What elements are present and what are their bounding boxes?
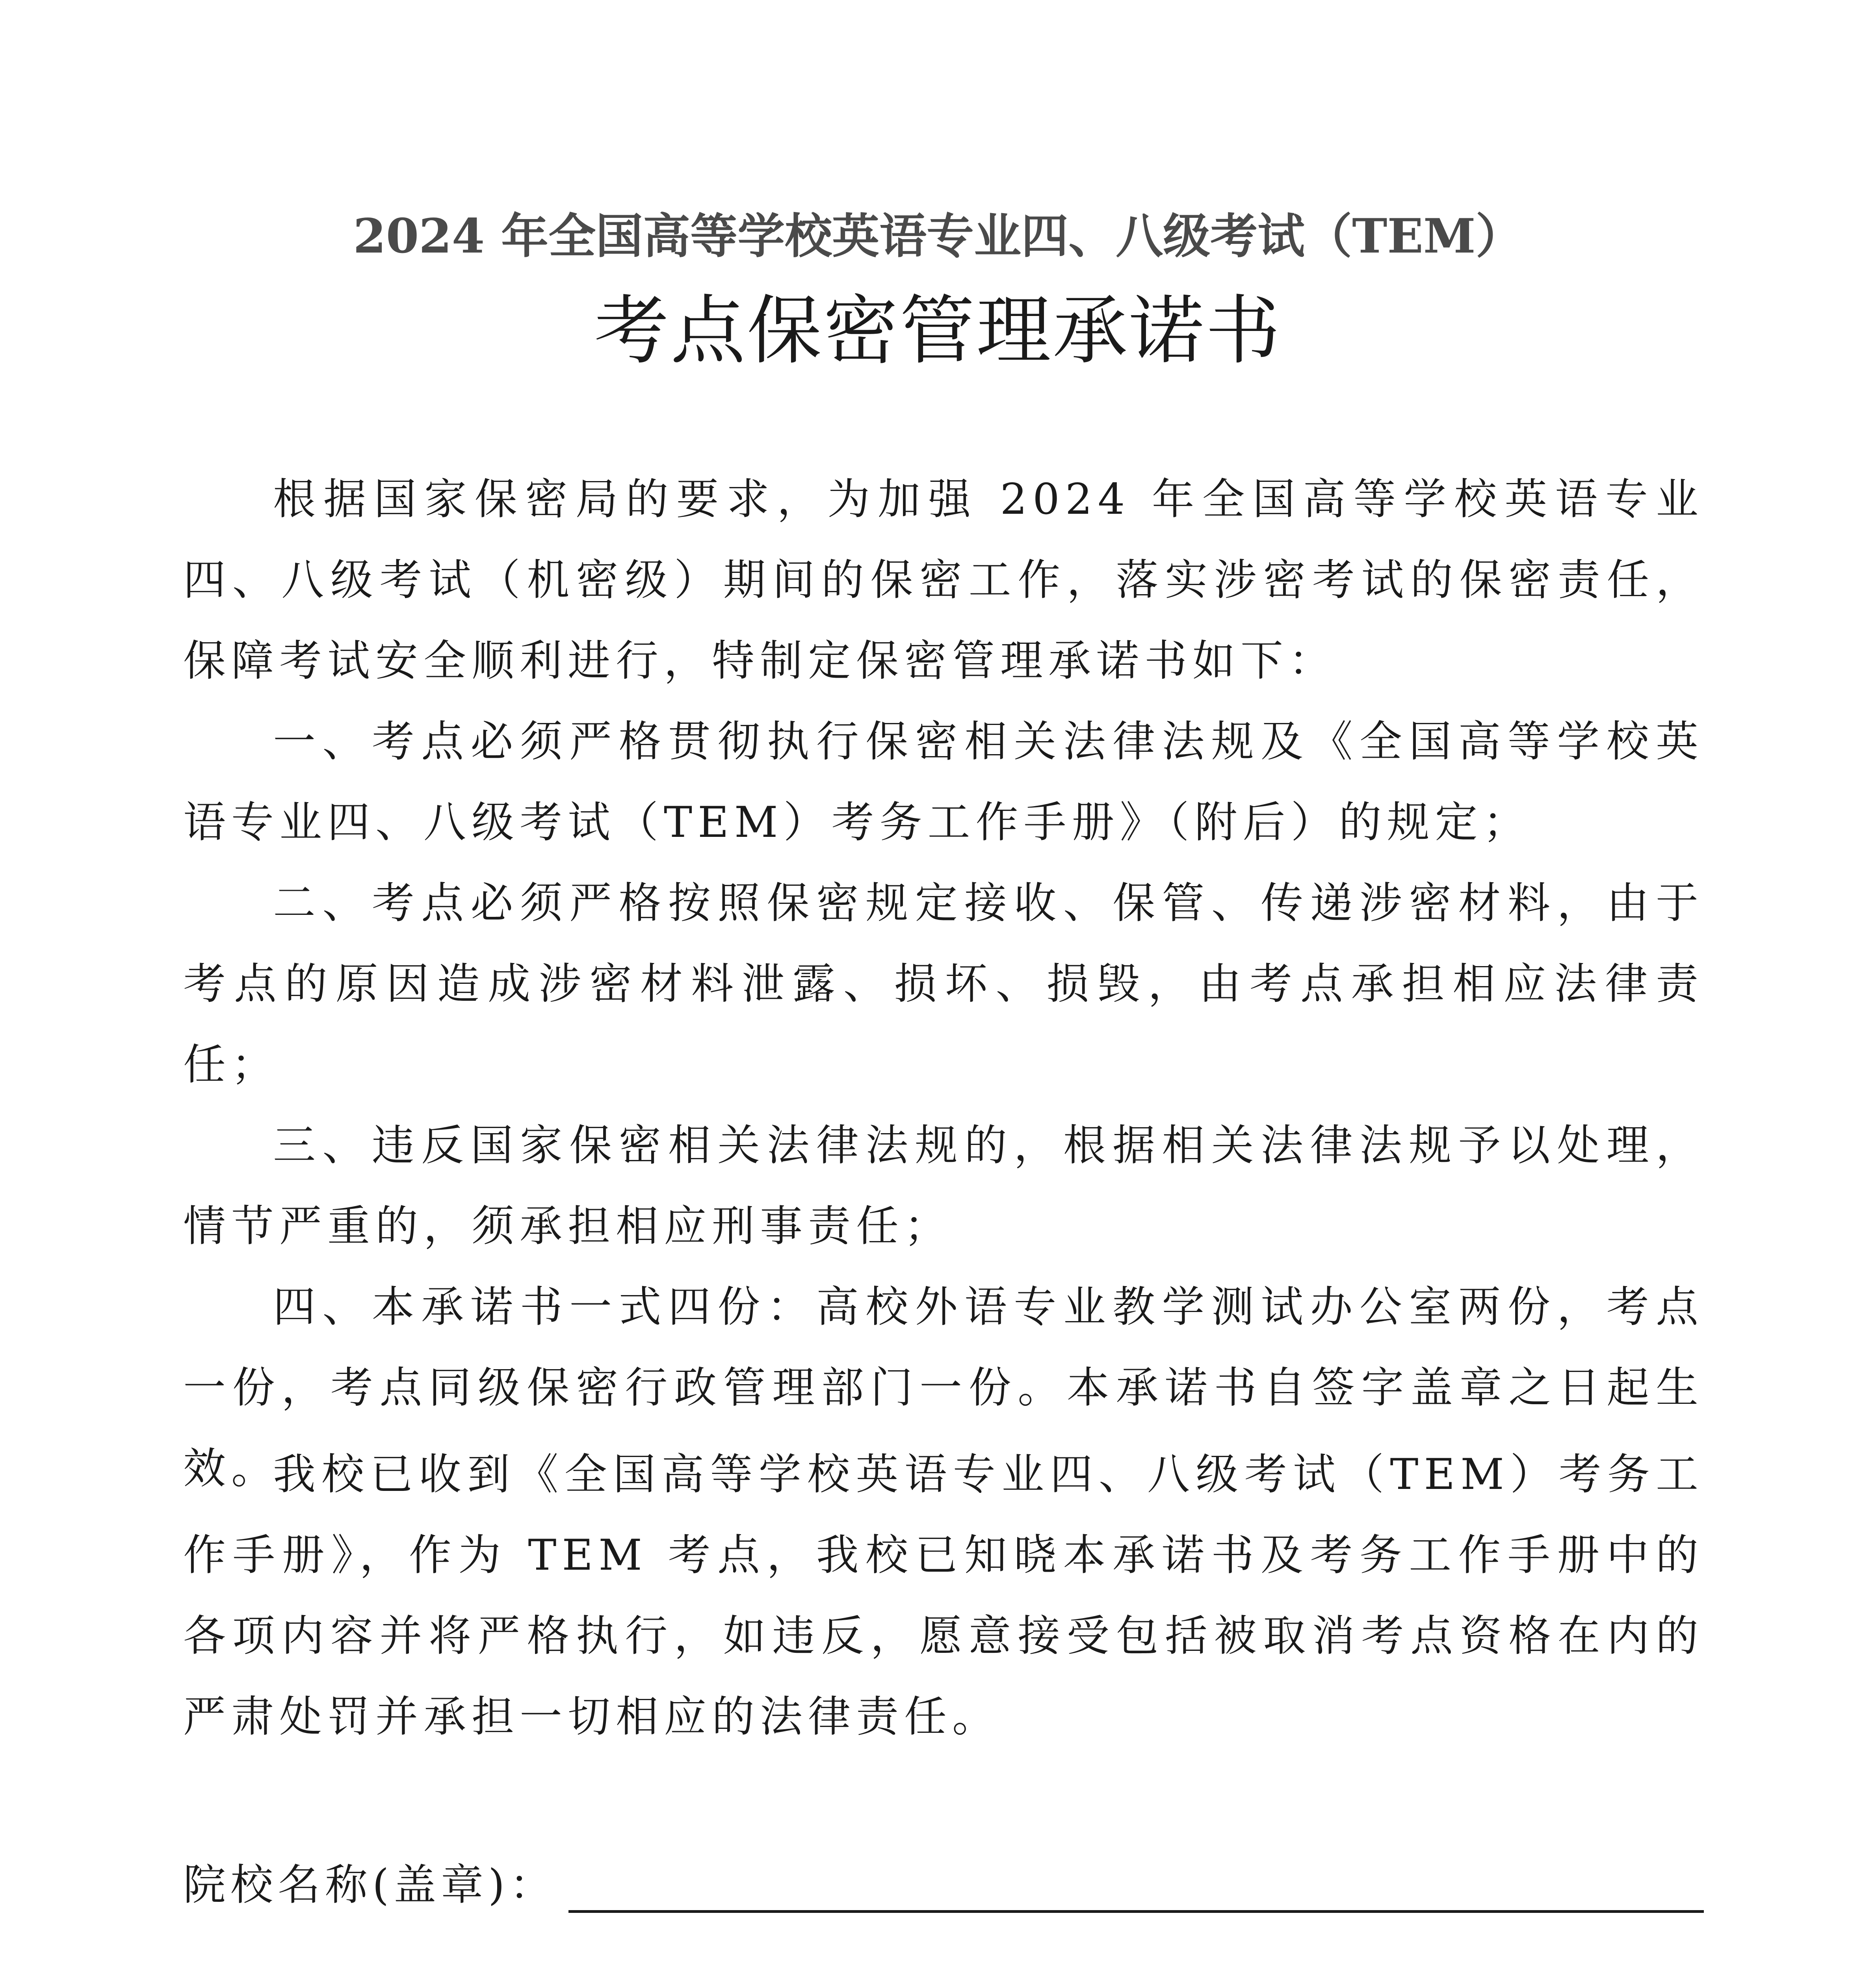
clause-four: 四、本承诺书一式四份：高校外语专业教学测试办公室两份，考点一份，考点同级保密行政管理部门一份。本承诺书自签字盖章之日起生效。 — [183, 1282, 1704, 1493]
pledge-section — [183, 1434, 1704, 1757]
exam-title: 2024 年全国高等学校英语专业四、八级考试（TEM） — [353, 208, 1523, 264]
school-name-label: 院校名称(盖章)： — [183, 1860, 557, 1910]
intro-paragraph: 根据国家保密局的要求，为加强 2024 年全国高等学校英语专业四、八级考试（机密级）期间的保密工作，落实涉密考试的保密责任，保障考试安全顺利进行，特制定保密管理承诺书如下： — [183, 475, 1704, 686]
school-name-row — [183, 1858, 1704, 1913]
clause-two: 二、考点必须严格按照保密规定接收、保管、传递涉密材料，由于考点的原因造成涉密材料泄露、损坏、损毁，由考点承担相应法律责任； — [183, 879, 1704, 1089]
clause-one: 一、考点必须严格贯彻执行保密相关法律法规及《全国高等学校英语专业四、八级考试（TEM）考务工作手册》（附后）的规定； — [183, 717, 1704, 847]
document-title: 考点保密管理承诺书 — [594, 287, 1282, 374]
intro-section — [183, 459, 1704, 1509]
school-name-field[interactable] — [568, 1867, 1704, 1913]
clause-three: 三、违反国家保密相关法律法规的，根据相关法律法规予以处理，情节严重的，须承担相应刑事责任； — [183, 1121, 1704, 1251]
pledge-paragraph: 我校已收到《全国高等学校英语专业四、八级考试（TEM）考务工作手册》，作为 TEM 考点，我校已知晓本承诺书及考务工作手册中的各项内容并将严格执行，如违反，愿意接受包括被取消考点资格在内的严肃处罚并承担一切相应的法律责任。 — [183, 1450, 1704, 1741]
